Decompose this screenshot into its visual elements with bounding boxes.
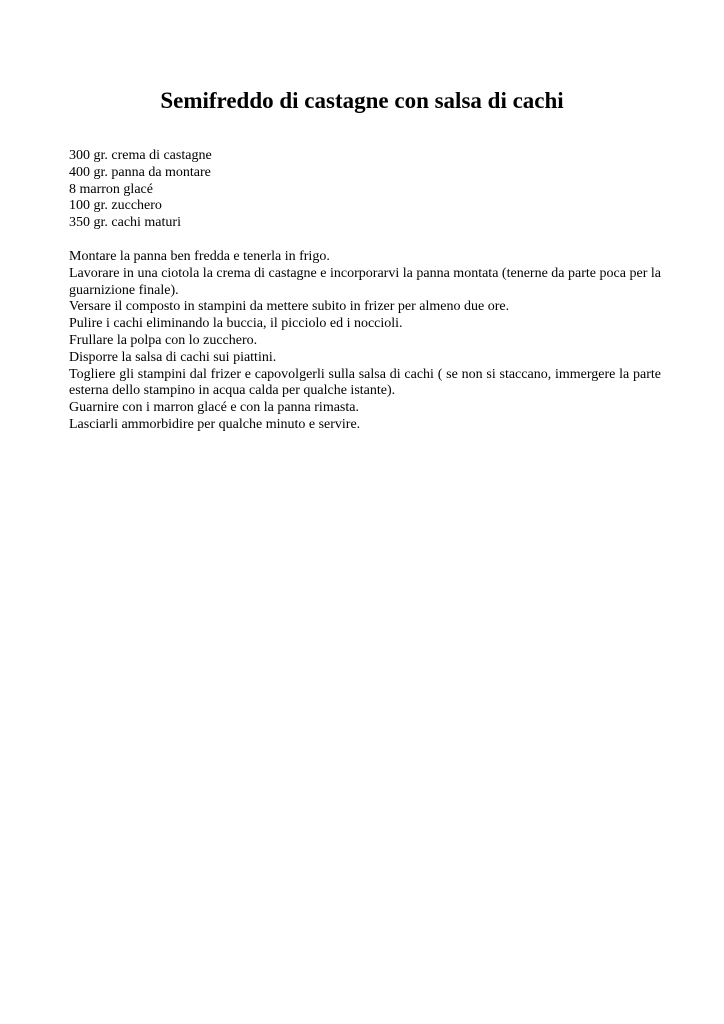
ingredient-item: 100 gr. zucchero xyxy=(69,198,162,214)
ingredient-item: 8 marron glacé xyxy=(69,181,153,197)
ingredient-item: 350 gr. cachi maturi xyxy=(69,215,181,231)
step-paragraph: Guarnire con i marron glacé e con la panna rimasta. xyxy=(69,400,359,416)
step-paragraph: Pulire i cachi eliminando la buccia, il picciolo ed i noccioli. xyxy=(69,316,403,332)
step-paragraph: Disporre la salsa di cachi sui piattini. xyxy=(69,349,277,365)
step-paragraph: Frullare la polpa con lo zucchero. xyxy=(69,332,258,348)
page-title: Semifreddo di castagne con salsa di cachi xyxy=(160,88,564,113)
preparation-steps xyxy=(69,249,661,434)
ingredient-item: 300 gr. crema di castagne xyxy=(69,148,212,163)
step-paragraph: Togliere gli stampini dal frizer e capovolgerli sulla salsa di cachi ( se non si staccano, immergere la parte esterna dello stampino in acqua calda per qualche istante). xyxy=(69,366,661,399)
step-paragraph: Lasciarli ammorbidire per qualche minuto e servire. xyxy=(69,416,361,432)
step-paragraph: Versare il composto in stampini da mettere subito in frizer per almeno due ore. xyxy=(69,299,510,315)
step-paragraph: Montare la panna ben fredda e tenerla in frigo. xyxy=(69,249,330,264)
ingredient-item: 400 gr. panna da montare xyxy=(69,164,211,180)
step-paragraph: Lavorare in una ciotola la crema di castagne e incorporarvi la panna montata (tenerne da parte poca per la guarnizione finale). xyxy=(69,265,661,298)
ingredients-list xyxy=(69,148,669,232)
